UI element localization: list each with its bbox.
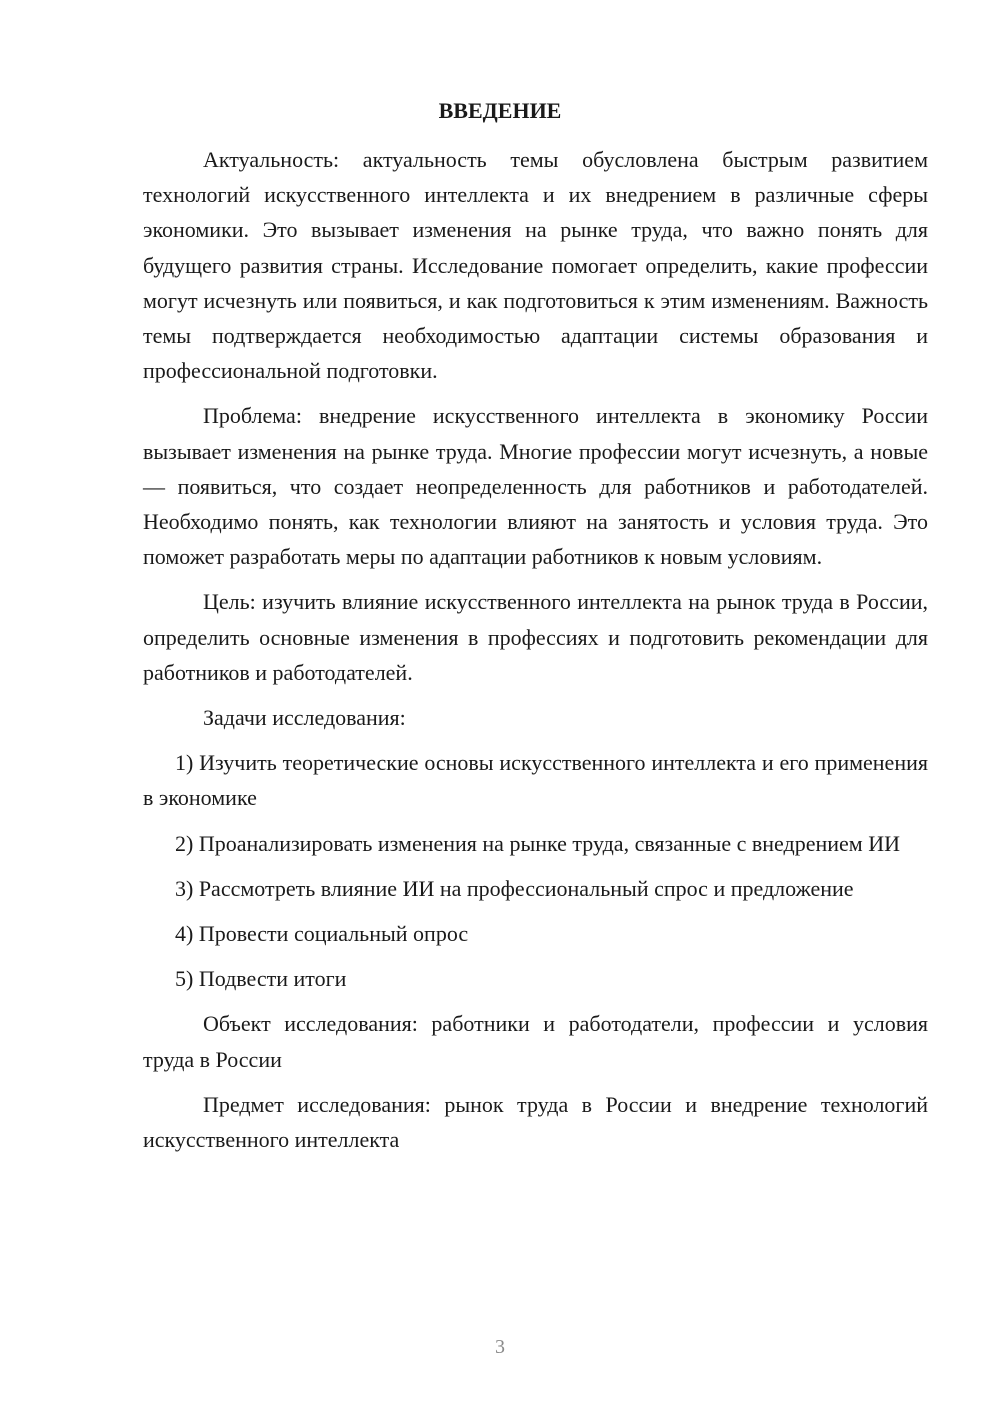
document-body: [143, 142, 928, 1167]
paragraph-problem: Проблема: внедрение искусственного интеллекта в экономику России вызывает изменения на рынке труда. Многие профессии могут исчезнуть, а новые — появиться, что создает неопределенность для работников и работодателей. Необходимо понять, как технологии влияют на занятость и условия труда. Это поможет разработать меры по адаптации работников к новым условиям.: [143, 403, 928, 570]
task-item-4: 4) Провести социальный опрос: [175, 921, 469, 947]
paragraph-relevance: Актуальность: актуальность темы обусловлена быстрым развитием технологий искусственного интеллекта и их внедрением в различные сферы экономики. Это вызывает изменения на рынке труда, что важно понять для будущего развития страны. Исследование помогает определить, какие профессии могут исчезнуть или появиться, и как подготовиться к этим изменениям. Важность темы подтверждается необходимостью адаптации системы образования и профессиональной подготовки.: [143, 147, 928, 384]
paragraph-object: Объект исследования: работники и работодатели, профессии и условия труда в России: [143, 1011, 928, 1072]
tasks-heading: Задачи исследования:: [203, 705, 406, 731]
task-item-3: 3) Рассмотреть влияние ИИ на профессиональный спрос и предложение: [175, 875, 854, 901]
task-item-2: 2) Проанализировать изменения на рынке труда, связанные с внедрением ИИ: [175, 830, 900, 856]
task-item-1: 1) Изучить теоретические основы искусственного интеллекта и его применения в экономике: [143, 750, 928, 811]
task-item-5: 5) Подвести итоги: [175, 966, 347, 992]
page-number: 3: [495, 1336, 505, 1358]
page-title: ВВЕДЕНИЕ: [438, 98, 562, 123]
paragraph-goal: Цель: изучить влияние искусственного интеллекта на рынок труда в России, определить основные изменения в профессиях и подготовить рекомендации для работников и работодателей.: [143, 589, 928, 685]
paragraph-subject: Предмет исследования: рынок труда в России и внедрение технологий искусственного интеллекта: [143, 1091, 928, 1153]
